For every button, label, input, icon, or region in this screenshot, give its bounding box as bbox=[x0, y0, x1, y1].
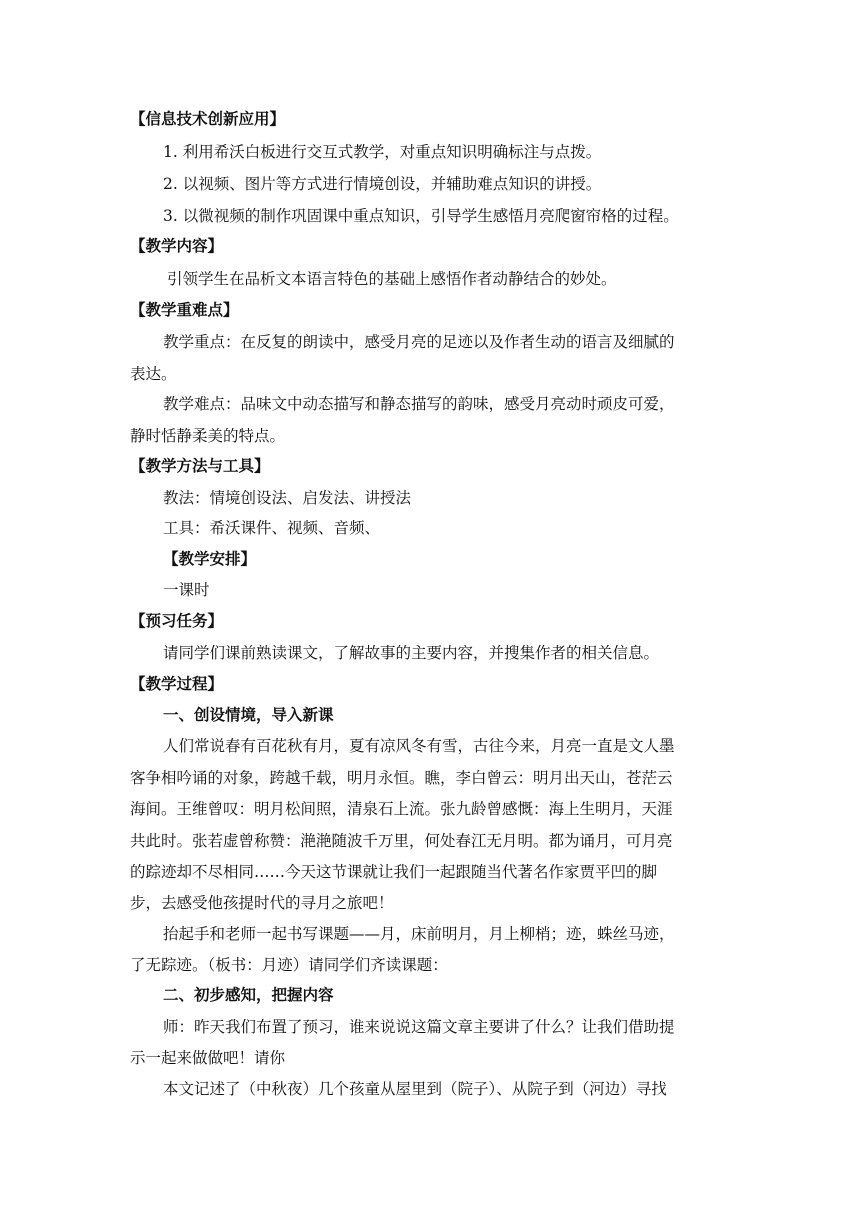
paragraph-line: 静时恬静柔美的特点。 bbox=[130, 427, 286, 445]
heading-preview-task: 【预习任务】 bbox=[130, 611, 224, 630]
paragraph-line: 引领学生在品析文本语言特色的基础上感悟作者动静结合的妙处。 bbox=[167, 270, 617, 288]
paragraph-line: 工具：希沃课件、视频、音频、 bbox=[163, 519, 381, 537]
paragraph-line: 人们常说春有百花秋有月，夏有凉风冬有雪，古往今来，月亮一直是文人墨 bbox=[163, 737, 675, 755]
heading-key-difficult-points: 【教学重难点】 bbox=[130, 300, 239, 319]
paragraph-line: 步，去感受他孩提时代的寻月之旅吧！ bbox=[130, 894, 394, 912]
subheading-section-two: 二、初步感知，把握内容 bbox=[163, 985, 334, 1004]
paragraph-line: 1. 利用希沃白板进行交互式教学，对重点知识明确标注与点拨。 bbox=[163, 143, 602, 161]
paragraph-line: 的踪迹却不尽相同……今天这节课就让我们一起跟随当代著名作家贾平凹的脚 bbox=[130, 863, 658, 881]
paragraph-line: 抬起手和老师一起书写课题——月，床前明月，月上柳梢；迹，蛛丝马迹， bbox=[163, 925, 675, 943]
heading-teaching-content: 【教学内容】 bbox=[130, 236, 224, 255]
heading-teaching-process: 【教学过程】 bbox=[130, 674, 224, 693]
subheading-section-one: 一、创设情境，导入新课 bbox=[163, 705, 334, 724]
heading-info-tech: 【信息技术创新应用】 bbox=[130, 109, 286, 128]
paragraph-line: 教学重点：在反复的朗读中，感受月亮的足迹以及作者生动的语言及细腻的 bbox=[163, 333, 675, 351]
paragraph-line: 示一起来做做吧！请你 bbox=[130, 1049, 286, 1067]
paragraph-line: 表达。 bbox=[130, 365, 177, 383]
heading-methods-tools: 【教学方法与工具】 bbox=[130, 456, 270, 475]
paragraph-line: 师：昨天我们布置了预习，谁来说说这篇文章主要讲了什么？让我们借助提 bbox=[163, 1018, 675, 1036]
paragraph-line: 一课时 bbox=[163, 581, 210, 599]
paragraph-line: 请同学们课前熟读课文，了解故事的主要内容，并搜集作者的相关信息。 bbox=[163, 644, 660, 662]
paragraph-line: 海间。王维曾叹：明月松间照，清泉石上流。张九龄曾感慨：海上生明月，天涯 bbox=[130, 800, 673, 818]
paragraph-line: 本文记述了（中秋夜）几个孩童从屋里到（院子）、从院子到（河边）寻找 bbox=[163, 1080, 667, 1098]
paragraph-line: 共此时。张若虚曾称赞：滟滟随波千万里，何处春江无月明。都为诵月，可月亮 bbox=[130, 832, 673, 850]
paragraph-line: 教学难点：品味文中动态描写和静态描写的韵味，感受月亮动时顽皮可爱， bbox=[163, 395, 675, 413]
paragraph-line: 教法：情境创设法、启发法、讲授法 bbox=[163, 489, 412, 507]
paragraph-line: 2. 以视频、图片等方式进行情境创设，并辅助难点知识的讲授。 bbox=[163, 175, 602, 193]
paragraph-line: 客争相吟诵的对象，跨越千载，明月永恒。瞧，李白曾云：明月出天山，苍茫云 bbox=[130, 769, 673, 787]
paragraph-line: 3. 以微视频的制作巩固课中重点知识，引导学生感悟月亮爬窗帘格的过程。 bbox=[163, 207, 679, 225]
heading-teaching-schedule: 【教学安排】 bbox=[163, 549, 257, 568]
paragraph-line: 了无踪迹。（板书：月迹）请同学们齐读课题： bbox=[130, 956, 448, 974]
